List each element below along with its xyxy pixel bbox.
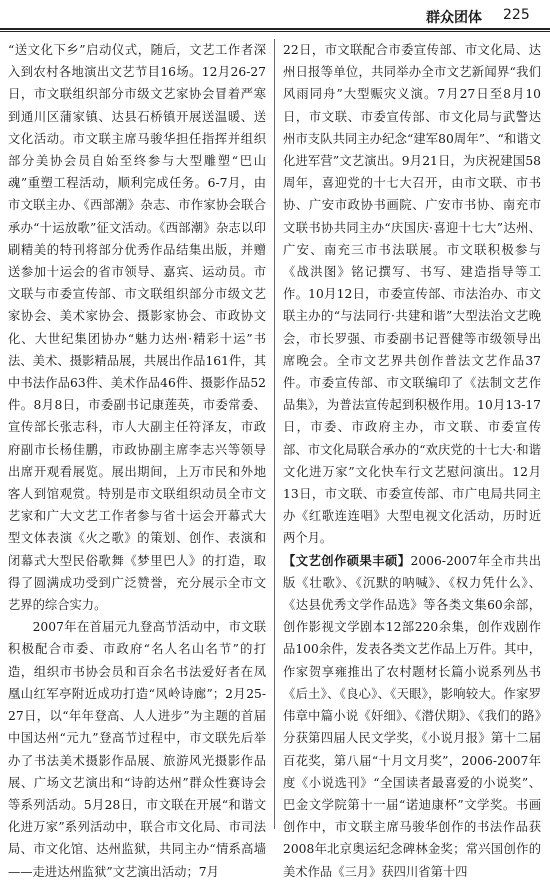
left-column <box>8 39 266 883</box>
paragraph-text: 2006-2007年全市共出版《壮歌》、《沉默的呐喊》、《权力凭什么》、《达县优秀文学作品选》等各类文集60余部，创作影视文学剧本12部220余集，创作戏剧作品100余件，发表各类文艺作品上万件。其中，作家贺享雍推出了农村题材长篇小说系列丛书《后土》、《良心》、《天眼》，影响较大。作家罗伟章中篇小说《奸细》、《潜伏期》、《我们的路》分获第四届人民文学奖，《小说月报》第十二届百花奖，第八届“十月文月奖”，2006-2007年度《小说选刊》“全国读者最喜爱的小说奖”、巴金文学院第十一届“诺迪康杯”文学奖。书画创作中，市文联主席马骏华创作的书法作品获2008年北京奥运纪念碑林金奖；常兴国创作的美术作品《三月》获四川省第十四 <box>283 553 541 879</box>
column-divider <box>274 39 275 829</box>
page-number: 225 <box>503 7 530 23</box>
header-rule <box>0 28 550 30</box>
section-heading: 【文艺创作硕果丰硕】 <box>283 552 411 568</box>
paragraph: 2007年在首届元九登高节活动中，市文联积极配合市委、市政府“名人名山名节”的打造，组织市书协会员和百余名书法爱好者在凤凰山红军亭附近成功打造“风岭诗廊”；2月25-27日，以“年年登高、人人进步”为主题的首届中国达州“元九”登高节过程中，市文联先后举办了书法美术摄影作品展、旅游风光摄影作品展、广场文艺演出和“诗韵达州”群众性赛诗会等系列活动。5月28日，市文联在开展“和谐文化进万家”系列活动中，联合市文化局、市司法局、市文化馆、达州监狱，共同主办“情系高墙——走进达州监狱”文艺演出活动；7月 <box>8 620 266 879</box>
right-column <box>283 39 541 883</box>
paragraph: “送文化下乡”启动仪式，随后，文艺工作者深入到农村各地演出文艺节目16场。12月26-27日，市文联组织部分市级文艺家协会冒着严寒到通川区蒲家镇、达县石桥镇开展送温暖、送文化活动。市文联主席马骏华担任指挥并组织部分美协会员自始至终参与大型雕塑“巴山魂”重塑工程活动，顺利完成任务。6-7月，由市文联主办、《西部潮》杂志、市作家协会联合承办“十运放歌”征文活动。《西部潮》杂志以印刷精美的特刊将部分优秀作品结集出版，并赠送参加十运会的省市领导、嘉宾、运动员。市文联与市委宣传部、市文联组织部分市级文艺家协会、美术家协会、摄影家协会、市政协文化、大世纪集团协办“魅力达州·精彩十运”书法、美术、摄影精品展，共展出作品161件，其中书法作品63件、美术作品46件、摄影作品52件。8月8日，市委副书记康莲英，市委常委、宣传部长张志科，市人大副主任符泽友，市政府副市长杨佳鹏，市政协副主席李志兴等领导出席开观看展览。展出期间，上万市民和外地客人到馆观赏。特别是市文联组织动员全市文艺家和广大文艺工作者参与省十运会开幕式大型文体表演《火之歌》的策划、创作、表演和闭幕式大型民俗歌舞《梦里巴人》的打造，取得了圆满成功受到广泛赞誉，充分展示全市文艺界的综合实力。 <box>8 43 266 613</box>
paragraph: 22日，市文联配合市委宣传部、市文化局、达州日报等单位，共同举办全市文艺新闻界“我们风雨同舟”大型赈灾义演。7月27日至8月10日，市文联、市委宣传部、市文化局与武警达州市支队共同主办纪念“建军80周年”、“和谐文化进军营”文艺演出。9月21日，为庆祝建国58周年，喜迎党的十七大召开，由市文联、市书协、广安市政协书画院、广安市书协、南充市文联书协共同主办“庆国庆·喜迎十七大”达州、广安、南充三市书法联展。市文联积极参与《战洪图》铭记撰写、书写、建造指导等工作。10月12日，市委宣传部、市法治办、市文联主办的“与法同行·共建和谐”大型法治文艺晚会，市长罗强、市委副书记晋健等市级领导出席晚会。全市文艺界共创作普法文艺作品37件。市委宣传部、市文联编印了《法制文艺作品集》，为普法宣传起到积极作用。10月13-17日，市委、市政府主办，市文联、市委宣传部、市文化局联合承办的“欢庆党的十七大·和谐文化进万家”文化快车行文艺慰问演出。12月13日，市文联、市委宣传部、市广电局共同主办《红歌连连唱》大型电视文化活动，历时近两个月。 <box>283 43 541 546</box>
page-header <box>0 0 550 38</box>
section-title: 群众团体 <box>426 10 482 26</box>
paragraph-with-heading <box>283 550 541 883</box>
header-rule-thin <box>0 31 550 32</box>
